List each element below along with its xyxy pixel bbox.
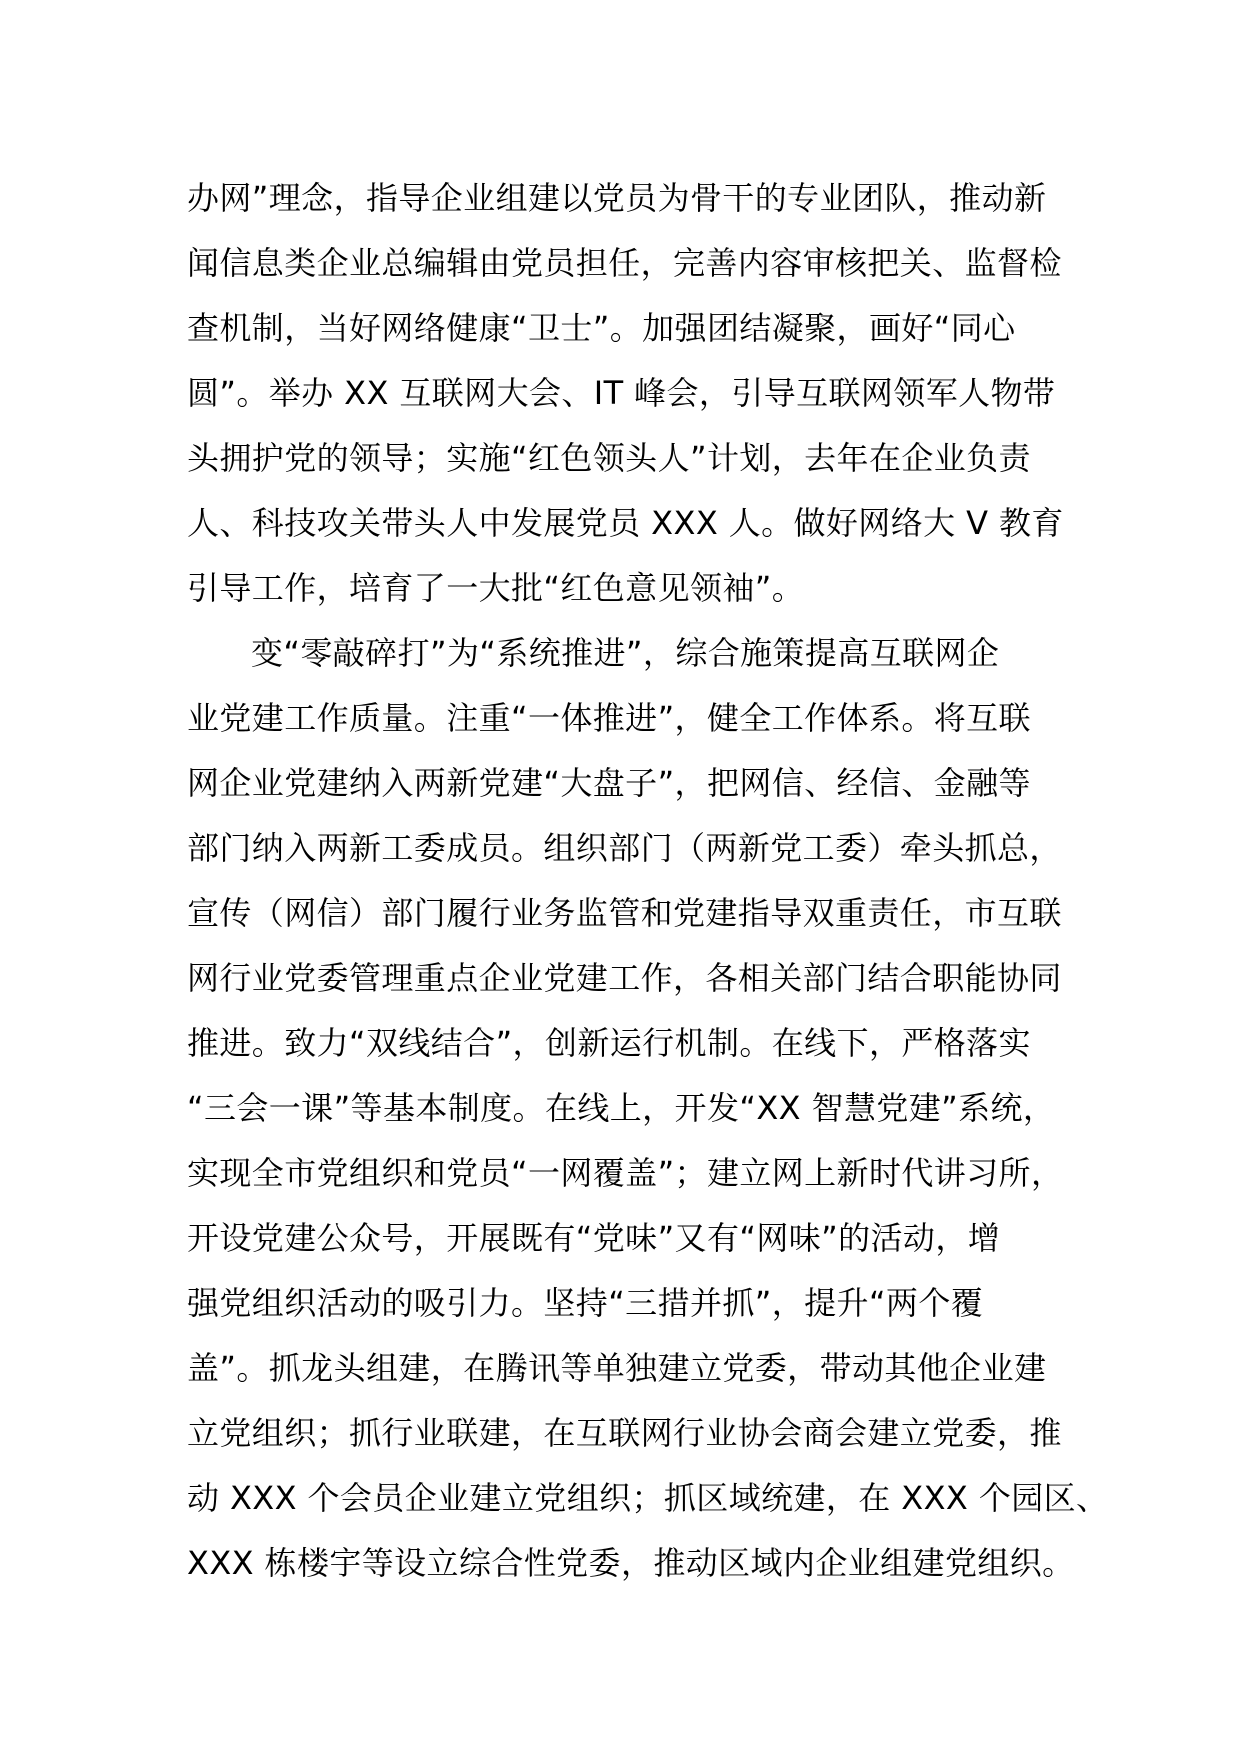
text-line: 办网”理念，指导企业组建以党员为骨干的专业团队，推动新 — [187, 179, 1047, 217]
text-line: 部门纳入两新工委成员。组织部门（两新党工委）牵头抓总， — [187, 829, 1062, 867]
text-line: 盖”。抓龙头组建，在腾讯等单独建立党委，带动其他企业建 — [187, 1349, 1047, 1387]
text-line: XXX 栋楼宇等设立综合性党委，推动区域内企业组建党组织。 — [187, 1544, 1075, 1582]
text-line: “三会一课”等基本制度。在线上，开发“XX 智慧党建”系统， — [187, 1089, 1056, 1127]
body-text — [187, 166, 1109, 1596]
text-line: 立党组织；抓行业联建，在互联网行业协会商会建立党委，推 — [187, 1414, 1062, 1452]
text-line: 引导工作，培育了一大批“红色意见领袖”。 — [187, 569, 805, 607]
text-line: 头拥护党的领导；实施“红色领头人”计划，去年在企业负责 — [187, 439, 1031, 477]
text-line: 开设党建公众号，开展既有“党味”又有“网味”的活动，增 — [187, 1219, 1001, 1257]
text-line: 圆”。举办 XX 互联网大会、IT 峰会，引导互联网领军人物带 — [187, 374, 1056, 412]
text-line: 实现全市党组织和党员“一网覆盖”；建立网上新时代讲习所， — [187, 1154, 1064, 1192]
text-line: 业党建工作质量。注重“一体推进”，健全工作体系。将互联 — [187, 699, 1031, 737]
text-line: 强党组织活动的吸引力。坚持“三措并抓”，提升“两个覆 — [187, 1284, 984, 1322]
text-line: 推进。致力“双线结合”，创新运行机制。在线下，严格落实 — [187, 1024, 1031, 1062]
text-line: 网行业党委管理重点企业党建工作，各相关部门结合职能协同 — [187, 959, 1062, 997]
text-line: 查机制，当好网络健康“卫士”。加强团结凝聚，画好“同心 — [187, 309, 1016, 347]
text-line: 人、科技攻关带头人中发展党员 XXX 人。做好网络大 V 教育 — [187, 504, 1064, 542]
text-line: 宣传（网信）部门履行业务监管和党建指导双重责任，市互联 — [187, 894, 1062, 932]
text-line: 网企业党建纳入两新党建“大盘子”，把网信、经信、金融等 — [187, 764, 1031, 802]
text-line: 闻信息类企业总编辑由党员担任，完善内容审核把关、监督检 — [187, 244, 1062, 282]
paragraph-first-line: 变“零敲碎打”为“系统推进”，综合施策提高互联网企 — [251, 634, 1000, 672]
text-line: 动 XXX 个会员企业建立党组织；抓区域统建，在 XXX 个园区、 — [187, 1479, 1109, 1517]
